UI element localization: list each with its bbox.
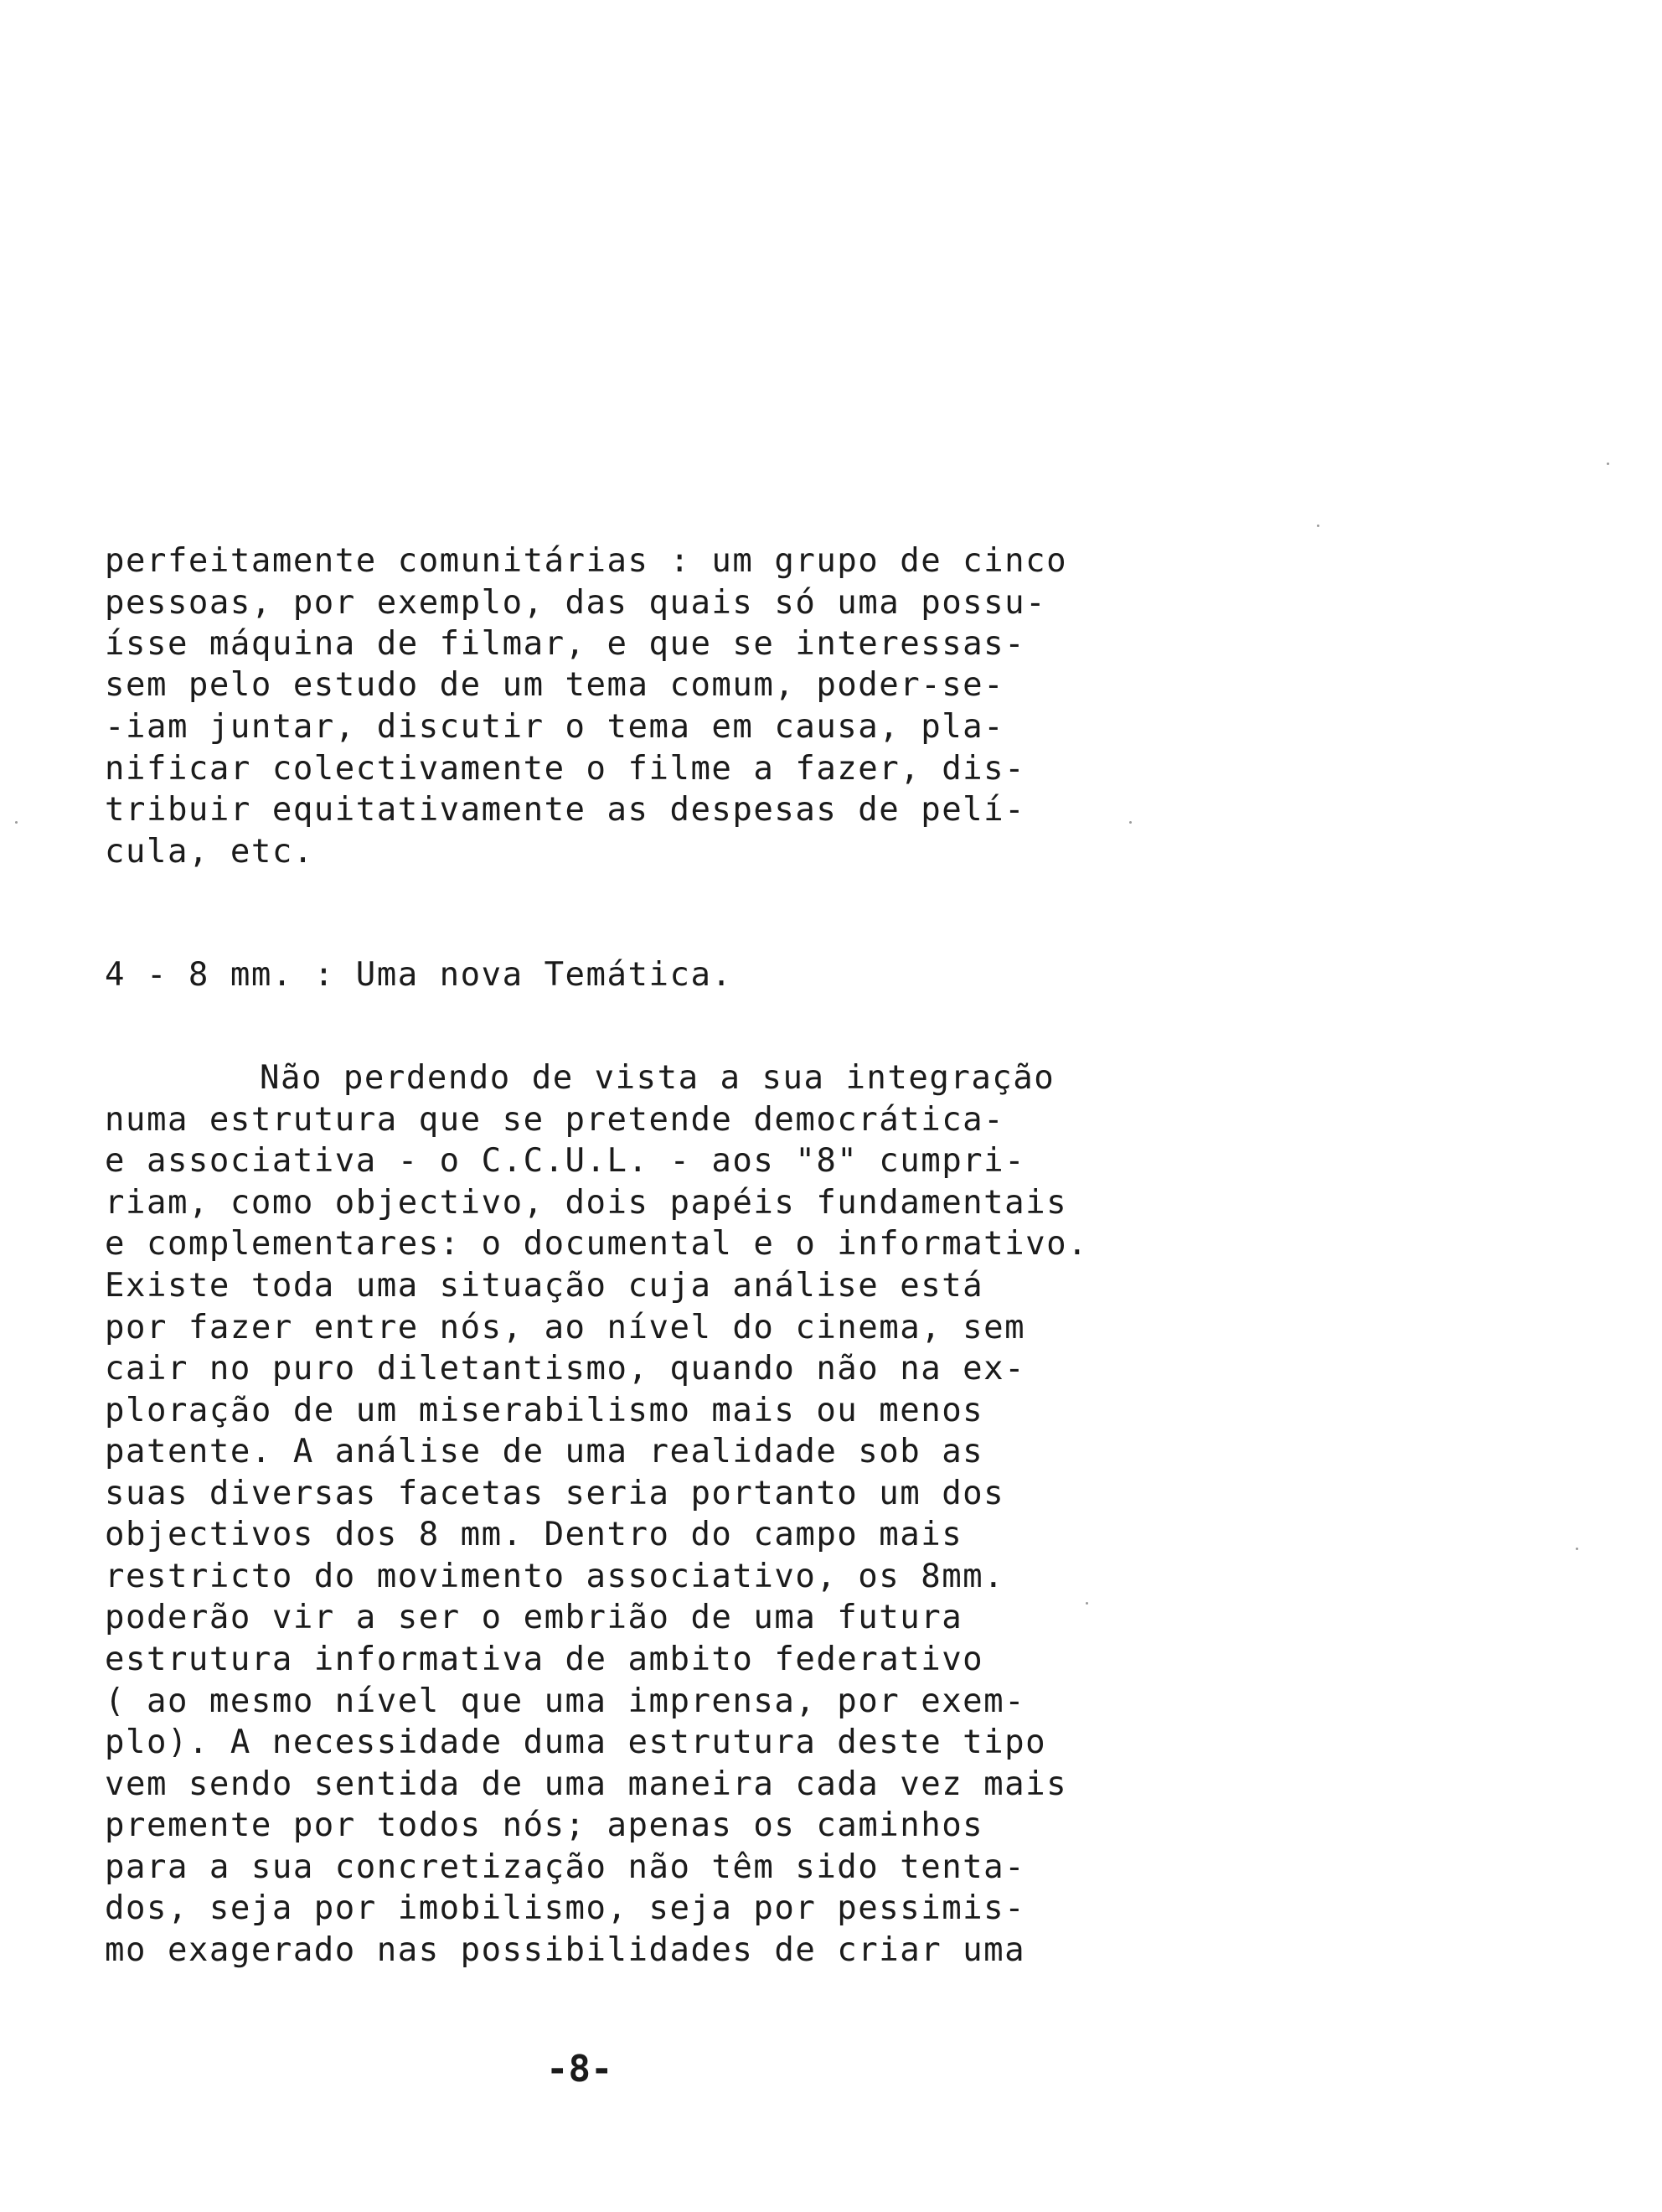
- text-line: e complementares: o documental e o informativo.: [105, 1225, 1089, 1263]
- scan-speck: [1607, 463, 1609, 465]
- text-line: dos, seja por imobilismo, seja por pessimis-: [105, 1889, 1026, 1927]
- text-line: -iam juntar, discutir o tema em causa, pla-: [105, 708, 1005, 746]
- scan-speck: [1129, 821, 1132, 824]
- text-line: ploração de um miserabilismo mais ou menos: [105, 1392, 984, 1429]
- text-line: suas diversas facetas seria portanto um dos: [105, 1475, 1005, 1512]
- text-line: cula, etc.: [105, 833, 314, 871]
- text-line: ( ao mesmo nível que uma imprensa, por exem-: [105, 1682, 1026, 1720]
- text-line: restricto do movimento associativo, os 8mm.: [105, 1558, 1005, 1595]
- text-line: patente. A análise de uma realidade sob as: [105, 1433, 984, 1470]
- text-line: estrutura informativa de ambito federativo: [105, 1641, 984, 1678]
- text-line: para a sua concretização não têm sido tenta-: [105, 1848, 1026, 1886]
- section-heading: 4 - 8 mm. : Uma nova Temática.: [105, 956, 733, 994]
- text-line: premente por todos nós; apenas os caminhos: [105, 1806, 984, 1844]
- text-line: mo exagerado nas possibilidades de criar uma: [105, 1931, 1026, 1969]
- text-line: perfeitamente comunitárias : um grupo de cinco: [105, 542, 1068, 580]
- text-line: tribuir equitativamente as despesas de pelí-: [105, 791, 1026, 829]
- scan-speck: [1086, 1602, 1088, 1605]
- page-number: -8-: [546, 2048, 613, 2091]
- text-line: nificar colectivamente o filme a fazer, dis-: [105, 750, 1026, 788]
- text-line: numa estrutura que se pretende democrática-: [105, 1101, 1005, 1139]
- text-line: cair no puro diletantismo, quando não na ex-: [105, 1350, 1026, 1388]
- text-line: plo). A necessidade duma estrutura deste tipo: [105, 1724, 1047, 1761]
- text-line: objectivos dos 8 mm. Dentro do campo mais: [105, 1516, 963, 1553]
- text-line: riam, como objectivo, dois papéis fundamentais: [105, 1184, 1068, 1222]
- text-line: e associativa - o C.C.U.L. - aos "8" cumpri-: [105, 1142, 1026, 1180]
- text-line: poderão vir a ser o embrião de uma futura: [105, 1599, 963, 1636]
- text-line: por fazer entre nós, ao nível do cinema, sem: [105, 1309, 1026, 1346]
- text-line: Não perdendo de vista a sua integração: [260, 1059, 1056, 1097]
- scan-speck: [15, 821, 18, 824]
- text-line: sem pelo estudo de um tema comum, poder-se-: [105, 666, 1005, 704]
- text-line: Existe toda uma situação cuja análise está: [105, 1267, 984, 1305]
- text-line: ísse máquina de filmar, e que se interessas-: [105, 625, 1026, 663]
- text-line: vem sendo sentida de uma maneira cada vez mais: [105, 1765, 1068, 1803]
- text-line: pessoas, por exemplo, das quais só uma possu-: [105, 584, 1047, 622]
- scan-speck: [1317, 525, 1319, 527]
- scan-speck: [1576, 1548, 1578, 1550]
